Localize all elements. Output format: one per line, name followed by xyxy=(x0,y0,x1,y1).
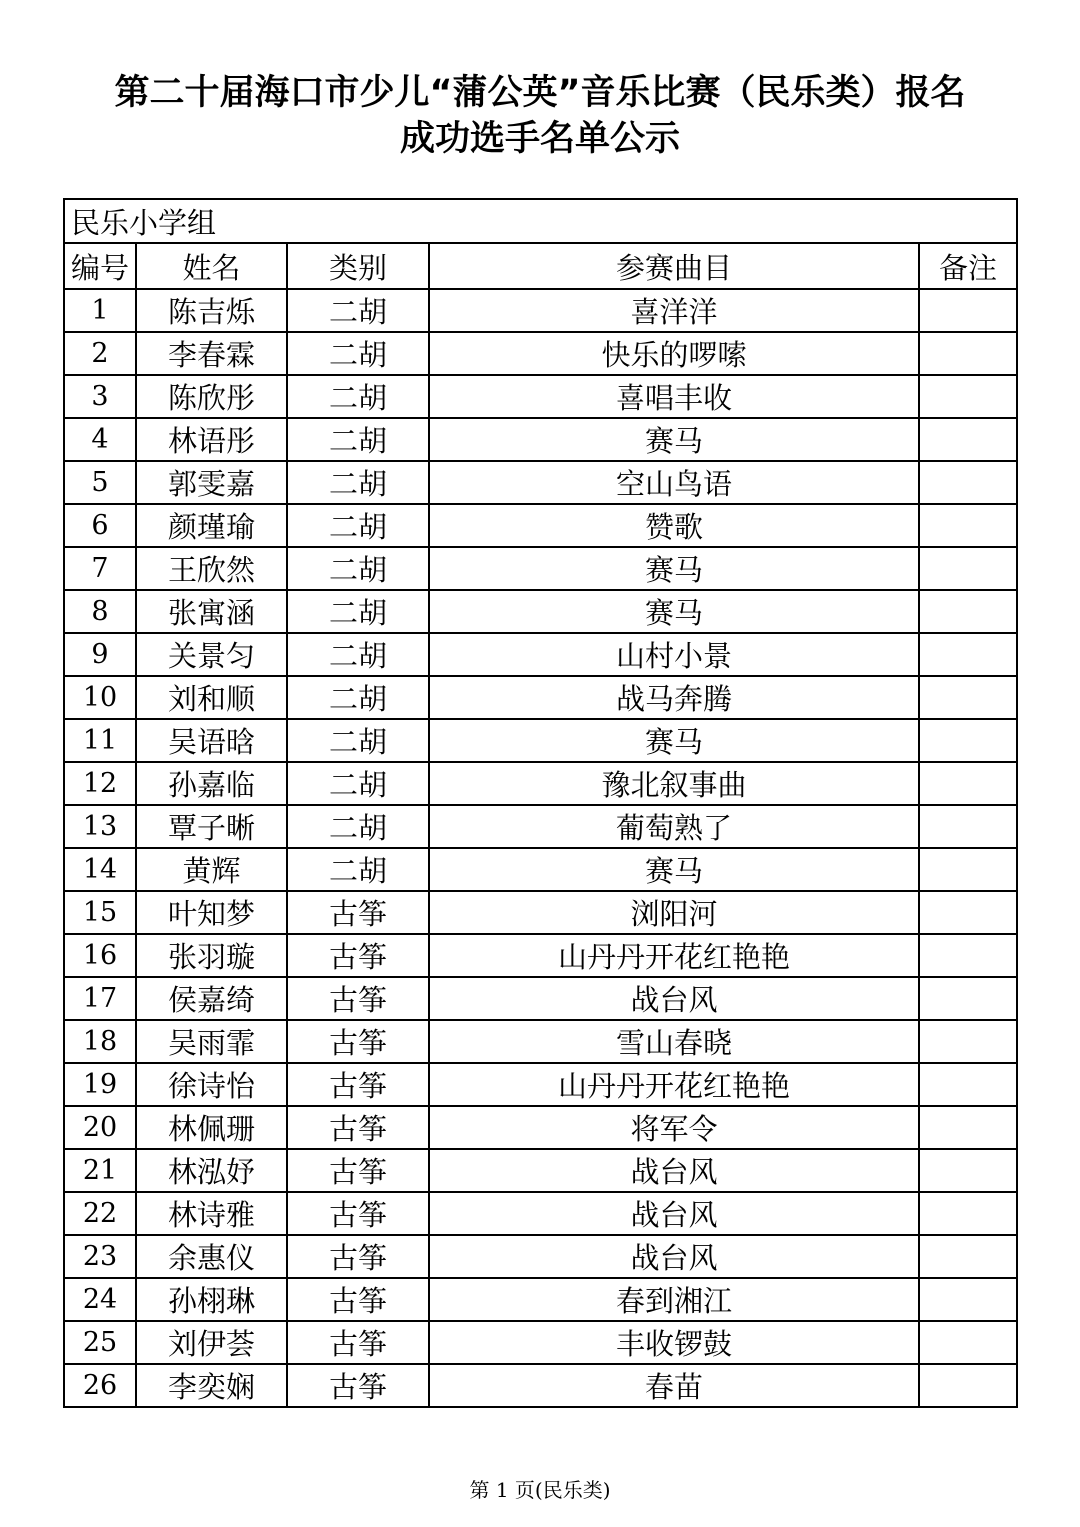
column-header-row xyxy=(64,243,1017,289)
cell-piece: 赞歌 xyxy=(429,504,919,547)
cell-category: 古筝 xyxy=(287,1278,429,1321)
cell-name: 王欣然 xyxy=(136,547,287,590)
table-row xyxy=(64,1278,1017,1321)
cell-num: 13 xyxy=(64,805,136,848)
table-row xyxy=(64,289,1017,332)
cell-name: 林语彤 xyxy=(136,418,287,461)
cell-name: 刘伊荟 xyxy=(136,1321,287,1364)
cell-name: 刘和顺 xyxy=(136,676,287,719)
cell-remark xyxy=(919,848,1017,891)
table-row xyxy=(64,891,1017,934)
cell-num: 18 xyxy=(64,1020,136,1063)
cell-remark xyxy=(919,504,1017,547)
cell-name: 李奕娴 xyxy=(136,1364,287,1407)
cell-piece: 赛马 xyxy=(429,848,919,891)
cell-category: 二胡 xyxy=(287,461,429,504)
cell-piece: 喜唱丰收 xyxy=(429,375,919,418)
header-remark: 备注 xyxy=(919,243,1017,289)
cell-category: 古筝 xyxy=(287,1149,429,1192)
cell-category: 古筝 xyxy=(287,1020,429,1063)
cell-name: 徐诗怡 xyxy=(136,1063,287,1106)
title-line-2: 成功选手名单公示 xyxy=(399,119,680,159)
cell-num: 20 xyxy=(64,1106,136,1149)
cell-num: 25 xyxy=(64,1321,136,1364)
table-row xyxy=(64,676,1017,719)
group-label: 民乐小学组 xyxy=(64,199,1017,243)
table-row xyxy=(64,504,1017,547)
cell-category: 古筝 xyxy=(287,1235,429,1278)
cell-piece: 战马奔腾 xyxy=(429,676,919,719)
cell-remark xyxy=(919,1106,1017,1149)
cell-remark xyxy=(919,1321,1017,1364)
cell-num: 14 xyxy=(64,848,136,891)
cell-name: 孙栩琳 xyxy=(136,1278,287,1321)
cell-num: 23 xyxy=(64,1235,136,1278)
header-name: 姓名 xyxy=(136,243,287,289)
cell-category: 二胡 xyxy=(287,805,429,848)
table-row xyxy=(64,1149,1017,1192)
cell-num: 12 xyxy=(64,762,136,805)
cell-piece: 喜洋洋 xyxy=(429,289,919,332)
header-num: 编号 xyxy=(64,243,136,289)
cell-num: 1 xyxy=(64,289,136,332)
cell-name: 余惠仪 xyxy=(136,1235,287,1278)
cell-piece: 葡萄熟了 xyxy=(429,805,919,848)
cell-category: 二胡 xyxy=(287,719,429,762)
cell-category: 古筝 xyxy=(287,1106,429,1149)
cell-category: 二胡 xyxy=(287,676,429,719)
cell-name: 侯嘉绮 xyxy=(136,977,287,1020)
cell-name: 叶知梦 xyxy=(136,891,287,934)
cell-name: 黄辉 xyxy=(136,848,287,891)
cell-name: 陈吉烁 xyxy=(136,289,287,332)
header-piece: 参赛曲目 xyxy=(429,243,919,289)
cell-piece: 战台风 xyxy=(429,977,919,1020)
cell-name: 吴雨霏 xyxy=(136,1020,287,1063)
cell-category: 古筝 xyxy=(287,1321,429,1364)
cell-piece: 雪山春晓 xyxy=(429,1020,919,1063)
page-footer: 第 1 页(民乐类) xyxy=(469,1478,611,1502)
table-row xyxy=(64,1235,1017,1278)
table-row xyxy=(64,1192,1017,1235)
cell-remark xyxy=(919,1149,1017,1192)
table-row xyxy=(64,977,1017,1020)
table-row xyxy=(64,719,1017,762)
title-line-1: 第二十届海口市少儿“蒲公英”音乐比赛（民乐类）报名 xyxy=(114,73,966,113)
cell-num: 5 xyxy=(64,461,136,504)
table-row xyxy=(64,375,1017,418)
cell-num: 15 xyxy=(64,891,136,934)
cell-piece: 赛马 xyxy=(429,418,919,461)
cell-remark xyxy=(919,1364,1017,1407)
cell-piece: 战台风 xyxy=(429,1192,919,1235)
cell-category: 二胡 xyxy=(287,375,429,418)
cell-name: 林诗雅 xyxy=(136,1192,287,1235)
cell-num: 6 xyxy=(64,504,136,547)
table-row xyxy=(64,934,1017,977)
cell-category: 二胡 xyxy=(287,590,429,633)
cell-piece: 赛马 xyxy=(429,547,919,590)
cell-remark xyxy=(919,1235,1017,1278)
cell-remark xyxy=(919,977,1017,1020)
header-category: 类别 xyxy=(287,243,429,289)
cell-remark xyxy=(919,418,1017,461)
table-row xyxy=(64,332,1017,375)
cell-num: 17 xyxy=(64,977,136,1020)
table-row xyxy=(64,848,1017,891)
cell-num: 24 xyxy=(64,1278,136,1321)
cell-num: 7 xyxy=(64,547,136,590)
cell-num: 9 xyxy=(64,633,136,676)
cell-name: 孙嘉临 xyxy=(136,762,287,805)
cell-remark xyxy=(919,676,1017,719)
table-row xyxy=(64,418,1017,461)
cell-piece: 赛马 xyxy=(429,719,919,762)
table-row xyxy=(64,461,1017,504)
cell-piece: 快乐的啰嗦 xyxy=(429,332,919,375)
cell-num: 22 xyxy=(64,1192,136,1235)
cell-remark xyxy=(919,461,1017,504)
cell-category: 古筝 xyxy=(287,1364,429,1407)
cell-piece: 山丹丹开花红艳艳 xyxy=(429,1063,919,1106)
cell-name: 林泓妤 xyxy=(136,1149,287,1192)
cell-num: 3 xyxy=(64,375,136,418)
cell-remark xyxy=(919,1278,1017,1321)
cell-num: 19 xyxy=(64,1063,136,1106)
cell-num: 11 xyxy=(64,719,136,762)
cell-remark xyxy=(919,547,1017,590)
table-row xyxy=(64,1321,1017,1364)
cell-remark xyxy=(919,891,1017,934)
cell-piece: 浏阳河 xyxy=(429,891,919,934)
cell-category: 古筝 xyxy=(287,1192,429,1235)
cell-num: 4 xyxy=(64,418,136,461)
cell-category: 古筝 xyxy=(287,934,429,977)
cell-piece: 战台风 xyxy=(429,1235,919,1278)
cell-name: 颜瑾瑜 xyxy=(136,504,287,547)
cell-remark xyxy=(919,332,1017,375)
cell-category: 古筝 xyxy=(287,1063,429,1106)
cell-remark xyxy=(919,762,1017,805)
cell-remark xyxy=(919,805,1017,848)
document-title xyxy=(0,70,1080,162)
cell-piece: 豫北叙事曲 xyxy=(429,762,919,805)
cell-name: 李春霖 xyxy=(136,332,287,375)
cell-num: 26 xyxy=(64,1364,136,1407)
table-row xyxy=(64,1063,1017,1106)
cell-piece: 山村小景 xyxy=(429,633,919,676)
cell-category: 古筝 xyxy=(287,977,429,1020)
table-row xyxy=(64,590,1017,633)
group-header-row xyxy=(64,199,1017,243)
cell-remark xyxy=(919,719,1017,762)
cell-category: 二胡 xyxy=(287,762,429,805)
cell-piece: 丰收锣鼓 xyxy=(429,1321,919,1364)
cell-remark xyxy=(919,1192,1017,1235)
cell-piece: 空山鸟语 xyxy=(429,461,919,504)
table-row xyxy=(64,805,1017,848)
cell-piece: 将军令 xyxy=(429,1106,919,1149)
cell-num: 8 xyxy=(64,590,136,633)
cell-remark xyxy=(919,375,1017,418)
cell-remark xyxy=(919,289,1017,332)
cell-remark xyxy=(919,1063,1017,1106)
cell-piece: 春苗 xyxy=(429,1364,919,1407)
cell-name: 吴语晗 xyxy=(136,719,287,762)
cell-remark xyxy=(919,633,1017,676)
cell-name: 林佩珊 xyxy=(136,1106,287,1149)
cell-remark xyxy=(919,934,1017,977)
cell-category: 二胡 xyxy=(287,633,429,676)
table-row xyxy=(64,1020,1017,1063)
cell-num: 2 xyxy=(64,332,136,375)
cell-remark xyxy=(919,590,1017,633)
contestant-table xyxy=(63,198,1018,1408)
cell-category: 二胡 xyxy=(287,547,429,590)
cell-category: 二胡 xyxy=(287,418,429,461)
cell-piece: 战台风 xyxy=(429,1149,919,1192)
cell-category: 二胡 xyxy=(287,332,429,375)
cell-name: 郭雯嘉 xyxy=(136,461,287,504)
table-row xyxy=(64,1364,1017,1407)
cell-name: 陈欣彤 xyxy=(136,375,287,418)
cell-category: 二胡 xyxy=(287,504,429,547)
cell-name: 张寓涵 xyxy=(136,590,287,633)
cell-num: 10 xyxy=(64,676,136,719)
table-row xyxy=(64,1106,1017,1149)
cell-name: 覃子晰 xyxy=(136,805,287,848)
cell-category: 古筝 xyxy=(287,891,429,934)
cell-category: 二胡 xyxy=(287,848,429,891)
cell-piece: 春到湘江 xyxy=(429,1278,919,1321)
cell-num: 16 xyxy=(64,934,136,977)
table-row xyxy=(64,633,1017,676)
cell-num: 21 xyxy=(64,1149,136,1192)
cell-name: 关景匀 xyxy=(136,633,287,676)
table-row xyxy=(64,762,1017,805)
cell-piece: 赛马 xyxy=(429,590,919,633)
cell-name: 张羽璇 xyxy=(136,934,287,977)
table-row xyxy=(64,547,1017,590)
cell-remark xyxy=(919,1020,1017,1063)
cell-category: 二胡 xyxy=(287,289,429,332)
cell-piece: 山丹丹开花红艳艳 xyxy=(429,934,919,977)
